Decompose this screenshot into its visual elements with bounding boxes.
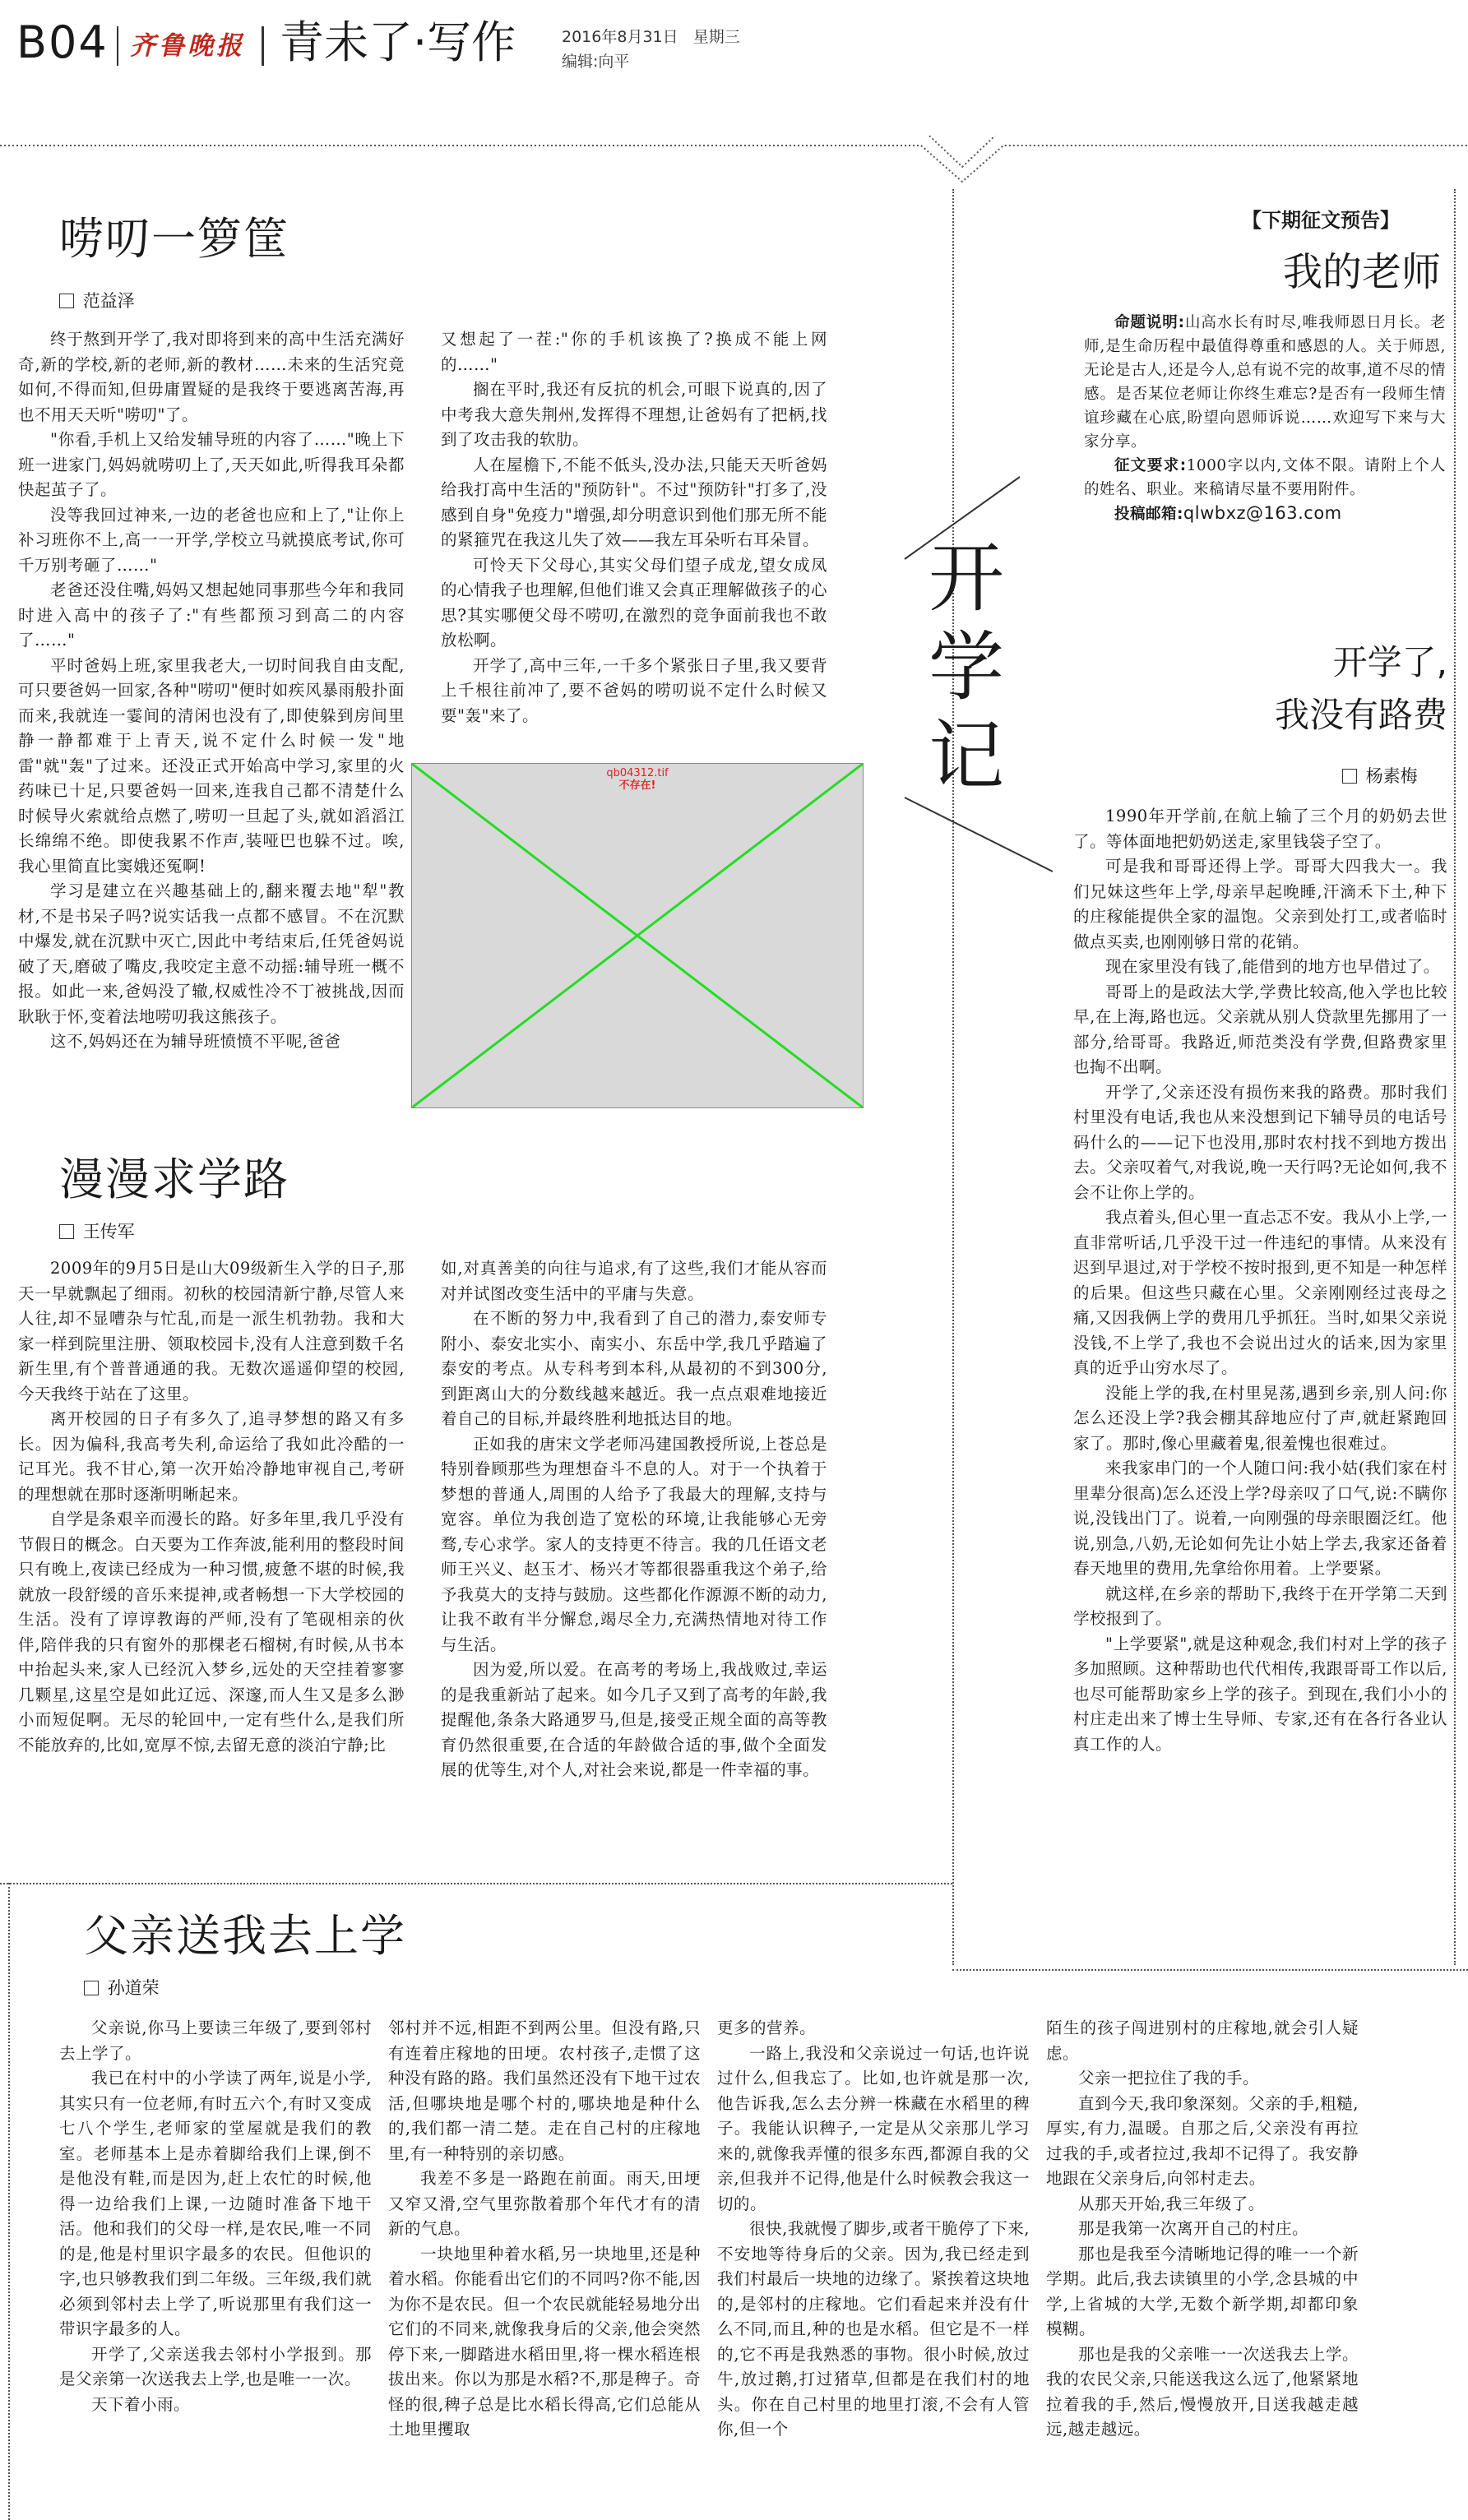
paragraph: "上学要紧",就是这种观念,我们村对上学的孩子多加照顾。这种帮助也代代相传,我跟哥哥工作以后,也尽可能帮助家乡上学的孩子。到现在,我们小小的村庄走出来了博士生导师、专家,还有在各行各业认真工作的人。 [1073, 1634, 1447, 1754]
req-text: 1000字以内,文体不限。请附上个人的姓名、职业。来稿请尽量不要用附件。 [1084, 457, 1446, 498]
article-byline [84, 1975, 160, 2000]
paragraph: 我已在村中的小学读了两年,说是小学,其实只有一位老师,有时五六个,有时又变成七八个学生,老师家的堂屋就是我们的教室。老师基本上是赤着脚给我们上课,倒不是他没有鞋,而是因为,赶上农忙的时候,他得一边给我们上课,一边随时准备下地干活。他和我们的父母一样,是农民,唯一不同的是,他是村里识字最多的农民。但他识的字,也只够教我们到二年级。三年级,我们就必须到邻村去上学了,听说那里有我们这一带识字最多的人。 [59, 2069, 372, 2338]
article-title: 唠叨一箩筐 [59, 213, 289, 265]
article-title: 父亲送我去上学 [84, 1910, 406, 1962]
paragraph: 在不断的努力中,我看到了自己的潜力,泰安师专附小、泰安北实小、南实小、东岳中学,我几乎踏遍了泰安的考点。从专科考到本科,从最初的不到300分,到距离山大的分数线越来越近。我一点点艰难地接近着自己的目标,并最终胜利地抵达目的地。 [441, 1309, 827, 1428]
paragraph: 父亲一把拉住了我的手。 [1078, 2069, 1260, 2088]
paragraph: 我点着头,但心里一直忐忑不安。我从小上学,一直非常听话,几乎没干过一件违纪的事情。从来没有迟到早退过,对于学校不按时报到,更不知是一种怎样的后果。但这些只藏在心里。父亲刚刚经过丧母之痛,又因我俩上学的费用几乎抓狂。当时,如果父亲说没钱,不上学了,我也不会说出过火的话来,因为家里真的近乎山穷水尽了。 [1073, 1208, 1447, 1377]
weekday: 星期三 [692, 28, 740, 46]
notice-description [1084, 311, 1446, 526]
article-column [1073, 804, 1447, 1757]
page-number: B04 [16, 16, 109, 68]
paragraph: 那也是我至今清晰地记得的唯一一个新学期。此后,我去读镇里的小学,念县城的中学,上省城的大学,无数个新学期,却都印象模糊。 [1046, 2244, 1359, 2338]
paragraph: 那也是我的父亲唯一一次送我去上学。我的农民父亲,只能送我这么远了,他紧紧地拉着我的手,然后,慢慢放开,目送我越走越远,越走越远。 [1046, 2344, 1359, 2439]
paragraph: 没能上学的我,在村里晃荡,遇到乡亲,别人问:你怎么还没上学?我会棚其辞地应付了声,就赶紧跑回家了。那时,像心里藏着鬼,很羞愧也很难过。 [1073, 1383, 1447, 1453]
paragraph: 开学了,父亲还没有损伤来我的路费。那时我们村里没有电话,我也从来没想到记下辅导员的电话号码什么的——记下也没用,那时农村找不到地方拨出去。父亲叹着气,对我说,晚一天行吗?无论如何,我不会不让你上学的。 [1073, 1082, 1447, 1202]
paragraph: 自学是条艰辛而漫长的路。好多年里,我几乎没有节假日的概念。白天要为工作奔波,能利用的整段时间只有晚上,夜读已经成为一种习惯,疲惫不堪的时候,我就放一段舒缓的音乐来提神,或者畅想一下大学校园的生活。没有了谆谆教诲的严师,没有了笔砚相亲的伙伴,陪伴我的只有窗外的那棵老石榴树,有时候,从书本中抬起头来,家人已经沉入梦乡,远处的天空挂着寥寥几颗星,这星空是如此辽远、深邃,而人生又是多么渺小而短促啊。无尽的轮回中,一定有些什么,是我们所不能放弃的,比如,宽厚不惊,去留无意的淡泊宁静;比 [18, 1510, 405, 1755]
article-column [441, 327, 827, 728]
paragraph: 我差不多是一路跑在前面。雨天,田埂又窄又滑,空气里弥散着那个年代才有的清新的气息。 [388, 2169, 701, 2238]
bottom-left-rule [8, 1883, 10, 2520]
sidebar-divider [1454, 189, 1456, 1965]
article-column [18, 327, 405, 1055]
article-title [1184, 636, 1447, 742]
image-status: 不存在! [618, 779, 656, 792]
paragraph: 人在屋檐下,不能不低头,没办法,只能天天听爸妈给我打高中生活的"预防针"。不过"预防针"打多了,没感到自身"免疫力"增强,却分明意识到他们那无所不能的紧箍咒在我这儿失了效——我左耳朵听右耳朵冒。 [441, 455, 827, 549]
paragraph: 学习是建立在兴趣基础上的,翻来覆去地"犁"教材,不是书呆子吗?说实话我一点都不感冒。不在沉默中爆发,就在沉默中灭亡,因此中考结束后,任凭爸妈说破了天,磨破了嘴皮,我咬定主意不动摇:辅导班一概不报。如此一来,爸妈没了辙,权威性冷不丁被挑战,因而耿耿于怀,变着法地唠叨我这熊孩子。 [18, 881, 405, 1026]
paragraph: 就这样,在乡亲的帮助下,我终于在开学第二天到学校报到了。 [1073, 1584, 1447, 1628]
notice-label: 【下期征文预告】 [1242, 209, 1400, 232]
paragraph: 如,对真善美的向往与追求,有了这些,我们才能从容而对并试图改变生活中的平庸与失意。 [441, 1259, 827, 1303]
paragraph: 直到今天,我印象深刻。父亲的手,粗糙,厚实,有力,温暖。自那之后,父亲没有再拉过我的手,或者拉过,我却不记得了。我安静地跟在父亲身后,向邻村走去。 [1046, 2093, 1359, 2188]
paragraph: 一路上,我没和父亲说过一句话,也许说过什么,但我忘了。比如,也许就是那一次,他告诉我,怎么去分辨一株藏在水稻里的稗子。我能认识稗子,一定是从父亲那儿学习来的,就像我弄懂的很多东西,都源自我的父亲,但我并不记得,他是什么时候教会我这一切的。 [717, 2043, 1030, 2213]
header-divider [262, 26, 264, 66]
article-byline [1342, 763, 1418, 788]
paragraph: 又想起了一茬:"你的手机该换了?换成不能上网的……" [441, 330, 827, 374]
paragraph: 更多的营养。 [717, 2018, 817, 2037]
article-byline [59, 1218, 135, 1243]
missing-image-cross [412, 764, 863, 1107]
paragraph: 很快,我就慢了脚步,或者干脆停了下来,不安地等待身后的父亲。因为,我已经走到我们村最后一块地的边缘了。紧挨着这块地的,是邻村的庄稼地。它们看起来并没有什么不同,而且,种的也是水稻。但它是不一样的,它不再是我熟悉的事物。很小时候,放过牛,放过鹅,打过猪草,但都是在我们村的地头。你在自己村里的地里打滚,不会有人管你,但一个 [717, 2219, 1030, 2439]
paragraph: 正如我的唐宋文学老师冯建国教授所说,上苍总是特别眷顾那些为理想奋斗不息的人。对于一个执着于梦想的普通人,周围的人给予了我最大的理解,支持与宽容。单位为我创造了宽松的环境,让我能够心无旁骛,专心求学。家人的支持更不待言。我的几任语文老师王兴义、赵玉才、杨兴才等都很器重我这个弟子,给予我莫大的支持与鼓励。这些都化作源源不断的动力,让我不敢有半分懈怠,竭尽全力,充满热情地对待工作与生活。 [441, 1434, 827, 1654]
paragraph: "你看,手机上又给发辅导班的内容了……"晚上下班一进家门,妈妈就唠叨上了,天天如此,听得我耳朵都快起茧子了。 [18, 430, 405, 499]
section-divider [0, 1883, 952, 1884]
header-rule [0, 136, 1468, 193]
article-column [441, 1256, 827, 1783]
paragraph: 可是我和哥哥还得上学。哥哥大四我大一。我们兄妹这些年上学,母亲早起晚睡,汗滴禾下土,种下的庄稼能提供全家的温饱。父亲到处打工,或者临时做点买卖,也刚刚够日常的花销。 [1073, 857, 1447, 951]
paragraph: 因为爱,所以爱。在高考的考场上,我战败过,幸运的是我重新站了起来。如今几子又到了高考的年龄,我提醒他,条条大路通罗马,但是,接受正规全面的高等教育仍然很重要,在合适的年龄做合适的事,做个全面发展的优等生,对个人,对社会来说,都是一件幸福的事。 [441, 1660, 827, 1779]
paragraph: 搁在平时,我还有反抗的机会,可眼下说真的,因了中考我大意失荆州,发挥得不理想,让爸妈有了把柄,找到了攻击我的软肋。 [441, 380, 827, 449]
paragraph: 可怜天下父母心,其实父母们望子成龙,望女成凤的心情我子也理解,但他们谁又会真正理解做孩子的心思?其实哪便父母不唠叨,在激烈的竞争面前我也不敢放松啊。 [441, 555, 827, 650]
paragraph: 离开校园的日子有多久了,追寻梦想的路又有多长。因为偏科,我高考失利,命运给了我如此冷酷的一记耳光。我不甘心,第一次开始冷静地审视自己,考研的理想就在那时逐渐明晰起来。 [18, 1409, 405, 1504]
issue-date [562, 25, 740, 47]
section-mark: 开学记 [928, 534, 1004, 800]
paragraph: 邻村并不远,相距不到两公里。但没有路,只有连着庄稼地的田埂。农村孩子,走惯了这种没有路的路。我们虽然还没有下地干过农活,但哪块地是哪个村的,哪块地是种什么的,我们都一清二楚。走在自己村的庄稼地里,有一种特别的亲切感。 [388, 2018, 702, 2163]
email-address[interactable]: qlwbxz@163.com [1183, 503, 1342, 523]
article-column [717, 2016, 1030, 2443]
section-title: 青未了·写作 [280, 16, 516, 68]
header-divider [117, 26, 118, 66]
paragraph: 那是我第一次离开自己的村庄。 [1078, 2219, 1309, 2238]
paragraph: 2009年的9月5日是山大09级新生入学的日子,那天一早就飘起了细雨。初秋的校园清新宁静,尽管人来人往,却不显嘈杂与忙乱,而是一派生机勃勃。我和大家一样到院里注册、领取校园卡,没有人注意到数千名新生里,有个普普通通的我。无数次遥遥仰望的校园,今天我终于站在了这里。 [18, 1259, 405, 1403]
paragraph: 没等我回过神来,一边的老爸也应和上了,"让你上补习班你不上,高一一开学,学校立马就摸底考试,你可千万别考砸了……" [18, 505, 405, 575]
paragraph: 这不,妈妈还在为辅导班愤愤不平呢,爸爸 [50, 1032, 341, 1051]
date: 2016年8月31日 [562, 28, 678, 46]
req-label: 征文要求: [1114, 457, 1187, 474]
author-name: 范益泽 [82, 291, 135, 311]
sidebar-bottom-rule [952, 1969, 1468, 1971]
article-column [18, 1256, 405, 1758]
article-column [1046, 2016, 1359, 2443]
newspaper-logo: 齐鲁晚报 [130, 31, 245, 61]
paragraph: 开学了,父亲送我去邻村小学报到。那是父亲第一次送我去上学,也是唯一一次。 [59, 2344, 372, 2388]
paragraph: 一块地里种着水稻,另一块地里,还是种着水稻。你能看出它们的不同吗?你不能,因为你不是农民。但一个农民就能轻易地分出它们的不同来,就像我身后的父亲,他会突然停下来,一脚踏进水稻田里,将一棵水稻连根拔出来。你以为那是水稻?不,那是稗子。奇怪的很,稗子总是比水稻长得高,它们总能从土地里攫取 [388, 2244, 702, 2439]
article-byline [59, 288, 135, 312]
article-column [59, 2016, 372, 2417]
author-name: 王传军 [82, 1222, 135, 1242]
paragraph: 天下着小雨。 [91, 2394, 191, 2414]
article-title-line: 开学了, [1332, 642, 1447, 682]
article-title-line: 我没有路费 [1274, 695, 1447, 735]
paragraph: 从那天开始,我三年级了。 [1078, 2194, 1265, 2213]
editor: 编辑:向平 [562, 53, 630, 71]
paragraph: 1990年开学前,在航上输了三个月的奶奶去世了。等体面地把奶奶送走,家里钱袋子空了。 [1073, 807, 1447, 851]
author-name: 杨素梅 [1365, 766, 1418, 786]
desc-label: 命题说明: [1114, 314, 1185, 331]
paragraph: 陌生的孩子闯进别村的庄稼地,就会引人疑虑。 [1046, 2018, 1359, 2063]
paragraph: 父亲说,你马上要读三年级了,要到邻村去上学了。 [59, 2018, 372, 2063]
paragraph: 哥哥上的是政法大学,学费比较高,他入学也比较早,在上海,路也远。父亲就从别人贷款里先挪用了一部分,给哥哥。我路近,师范类没有学费,但路费家里也掏不出啊。 [1073, 982, 1447, 1076]
email-label: 投稿邮箱: [1114, 506, 1183, 523]
image-placeholder [411, 763, 864, 1108]
paragraph: 开学了,高中三年,一千多个紧张日子里,我又要背上千根往前冲了,要不爸妈的唠叨说不定什么时候又要"轰"来了。 [441, 655, 827, 725]
desc-text: 山高水长有时尽,唯我师恩日月长。老师,是生命历程中最值得尊重和感恩的人。关于师恩,无论是古人,还是今人,总有说不完的故事,道不尽的情感。是否某位老师让你终生难忘?是否有一段师生情谊珍藏在心底,盼望向恩师诉说……欢迎写下来与大家分享。 [1084, 314, 1446, 451]
column-divider [952, 189, 954, 1965]
author-name: 孙道荣 [107, 1978, 160, 1998]
paragraph: 来我家串门的一个人随口问:我小姑(我们家在村里辈分很高)怎么还没上学?母亲叹了口气,说:不瞒你说,没钱出门了。说着,一向刚强的母亲眼圈泛红。他说,别急,八奶,无论如何先让小姑上学去,我家还备着春天地里的费用,先拿给你用着。上学要紧。 [1073, 1459, 1447, 1578]
article-column [388, 2016, 701, 2443]
paragraph: 现在家里没有钱了,能借到的地方也早借过了。 [1105, 957, 1440, 976]
paragraph: 平时爸妈上班,家里我老大,一切时间我自由支配,可只要爸妈一回家,各种"唠叨"便时如疾风暴雨般扑面而来,我就连一霎间的清闲也没有了,即使躲到房间里静一静都难于上青天,说不定什么时候一发"地雷"就"轰"了过来。还没正式开始高中学习,家里的火药味已十足,只要爸妈一回来,连我自己都不清楚什么时候导火索就给点燃了,唠叨一旦起了头,就如滔滔江长绵绵不绝。即使我累不作声,装哑巴也躲不过。唉,我心里简直比窦娥还冤啊! [18, 655, 405, 876]
paragraph: 终于熬到开学了,我对即将到来的高中生活充满好奇,新的学校,新的老师,新的教材……未来的生活究竟如何,不得而知,但毋庸置疑的是我终于要逃离苦海,再也不用天天听"唠叨"了。 [18, 330, 405, 424]
article-title: 漫漫求学路 [59, 1154, 289, 1205]
notice-title: 我的老师 [1283, 249, 1442, 295]
paragraph: 老爸还没住嘴,妈妈又想起她同事那些今年和我同时进入高中的孩子了:"有些都预习到高二的内容了……" [18, 580, 405, 650]
image-filename: qb04312.tif [606, 767, 669, 779]
